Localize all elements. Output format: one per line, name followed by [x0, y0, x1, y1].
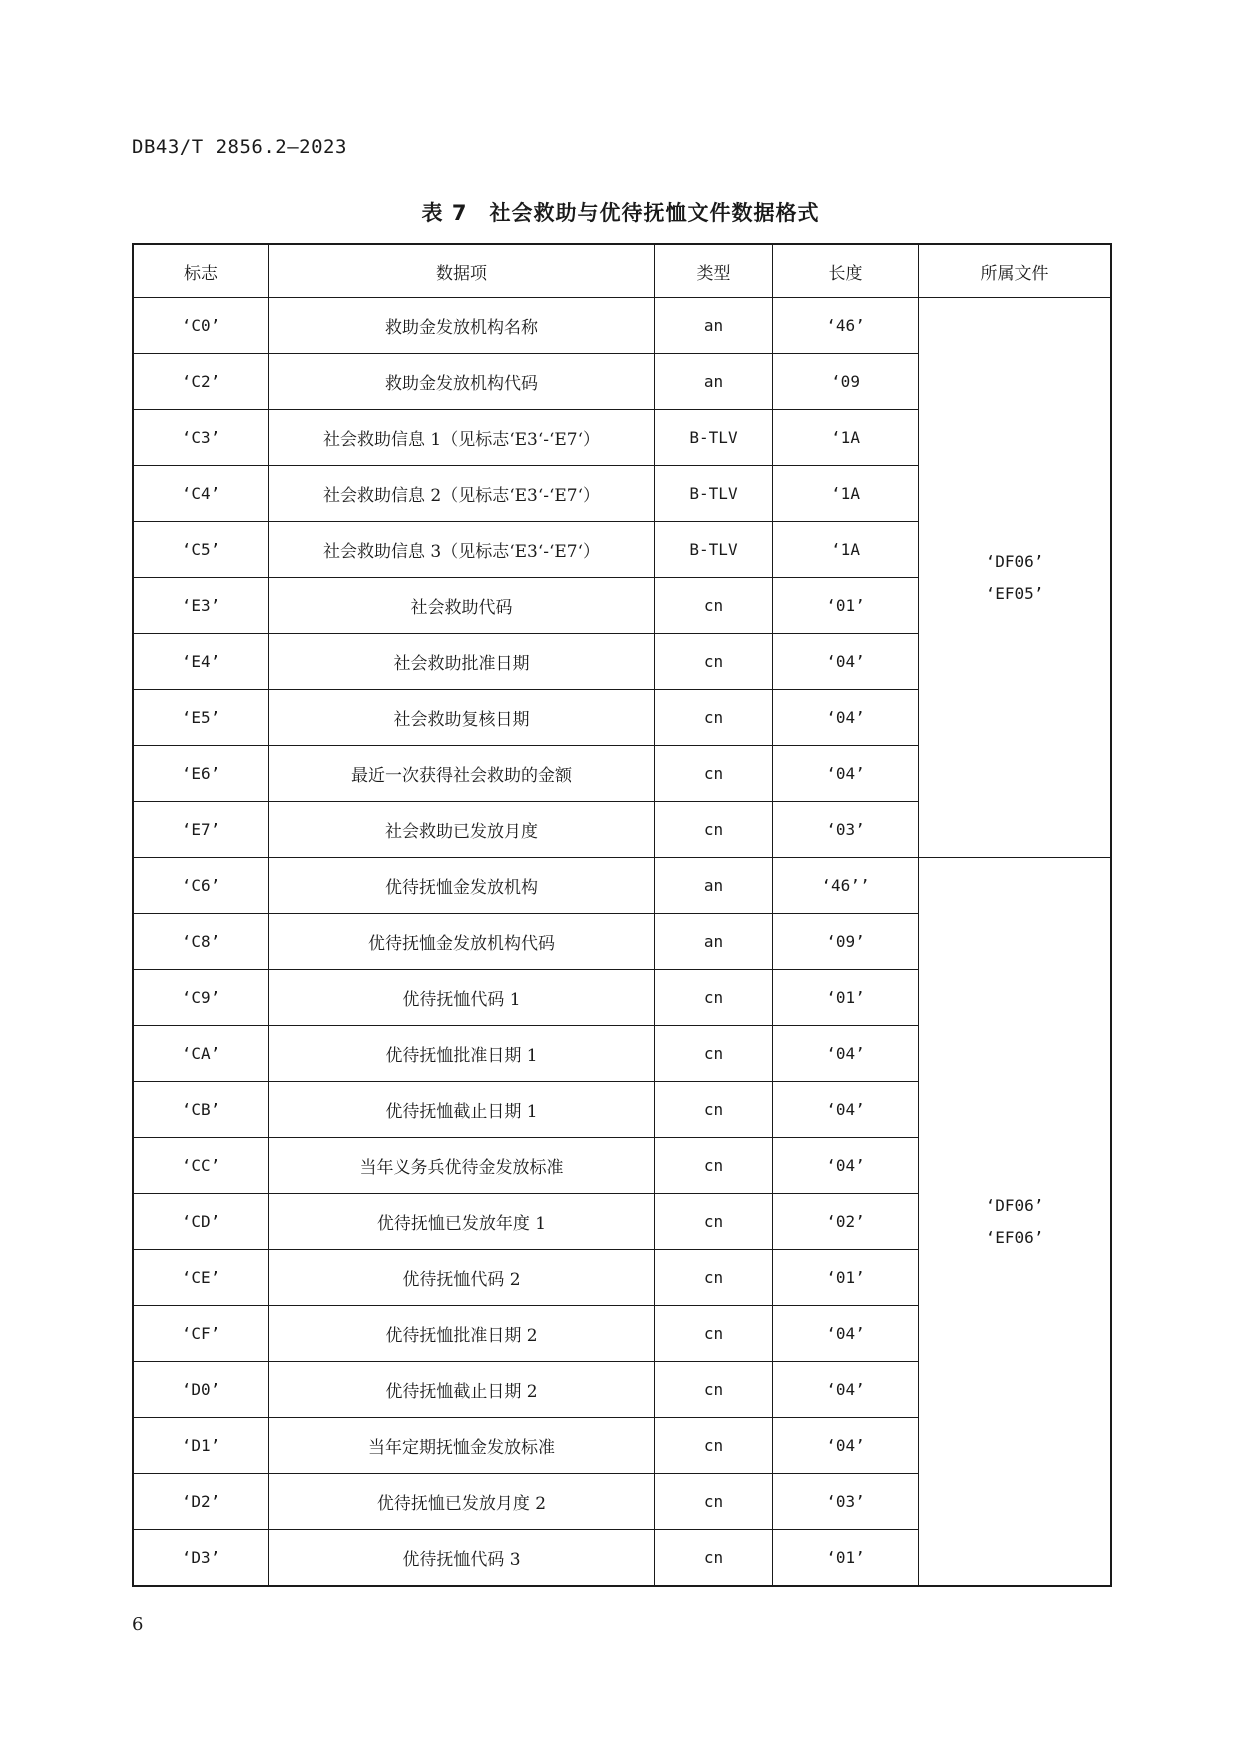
cell-type: an [655, 298, 773, 354]
cell-data-item: 当年义务兵优待金发放标准 [269, 1138, 655, 1194]
cell-length: ‘01’ [773, 578, 919, 634]
cell-length: ‘09’ [773, 914, 919, 970]
cell-type: cn [655, 746, 773, 802]
cell-data-item: 社会救助信息 3（见标志‘E3‘-‘E7‘） [269, 522, 655, 578]
column-header-length: 长度 [773, 244, 919, 298]
cell-flag: ‘CE’ [133, 1250, 269, 1306]
cell-flag: ‘D2’ [133, 1474, 269, 1530]
cell-flag: ‘C3’ [133, 410, 269, 466]
cell-data-item: 社会救助批准日期 [269, 634, 655, 690]
cell-data-item: 社会救助复核日期 [269, 690, 655, 746]
table-row [133, 298, 1111, 354]
cell-length: ‘04’ [773, 1362, 919, 1418]
column-header-file: 所属文件 [919, 244, 1112, 298]
table-title [0, 197, 1241, 227]
cell-flag: ‘E7’ [133, 802, 269, 858]
cell-data-item: 社会救助信息 1（见标志‘E3‘-‘E7‘） [269, 410, 655, 466]
cell-length: ‘46’ [773, 298, 919, 354]
cell-length: ‘09 [773, 354, 919, 410]
cell-flag: ‘C0’ [133, 298, 269, 354]
document-code: DB43/T 2856.2—2023 [132, 136, 347, 158]
table-number: 表 7 [421, 201, 468, 225]
cell-flag: ‘D1’ [133, 1418, 269, 1474]
cell-data-item: 优待抚恤批准日期 2 [269, 1306, 655, 1362]
cell-flag: ‘CC’ [133, 1138, 269, 1194]
cell-flag: ‘D0’ [133, 1362, 269, 1418]
table-row [133, 858, 1111, 914]
cell-type: an [655, 914, 773, 970]
table-body [133, 298, 1111, 1587]
cell-length: ‘1A [773, 466, 919, 522]
cell-length: ‘04’ [773, 746, 919, 802]
cell-data-item: 优待抚恤代码 2 [269, 1250, 655, 1306]
cell-type: cn [655, 1082, 773, 1138]
cell-data-item: 社会救助已发放月度 [269, 802, 655, 858]
cell-data-item: 救助金发放机构名称 [269, 298, 655, 354]
cell-type: cn [655, 690, 773, 746]
cell-type: B-TLV [655, 522, 773, 578]
cell-data-item: 优待抚恤代码 3 [269, 1530, 655, 1587]
cell-type: an [655, 858, 773, 914]
cell-type: cn [655, 1418, 773, 1474]
cell-data-item: 最近一次获得社会救助的金额 [269, 746, 655, 802]
cell-data-item: 优待抚恤金发放机构代码 [269, 914, 655, 970]
cell-type: cn [655, 1530, 773, 1587]
cell-type: cn [655, 1138, 773, 1194]
cell-flag: ‘C2’ [133, 354, 269, 410]
file-id: ‘DF06’ [985, 1195, 1044, 1215]
cell-type: B-TLV [655, 410, 773, 466]
cell-data-item: 优待抚恤代码 1 [269, 970, 655, 1026]
cell-type: cn [655, 578, 773, 634]
cell-type: cn [655, 1362, 773, 1418]
cell-length: ‘04’ [773, 1082, 919, 1138]
table-title-text: 社会救助与优待抚恤文件数据格式 [489, 201, 820, 225]
column-header-item: 数据项 [269, 244, 655, 298]
cell-type: cn [655, 634, 773, 690]
cell-flag: ‘CB’ [133, 1082, 269, 1138]
cell-flag: ‘C9’ [133, 970, 269, 1026]
file-id: ‘EF06’ [985, 1227, 1044, 1247]
cell-data-item: 救助金发放机构代码 [269, 354, 655, 410]
cell-owning-file [919, 298, 1112, 858]
cell-data-item: 社会救助信息 2（见标志‘E3‘-‘E7‘） [269, 466, 655, 522]
cell-flag: ‘C6’ [133, 858, 269, 914]
cell-type: cn [655, 1250, 773, 1306]
cell-flag: ‘E4’ [133, 634, 269, 690]
cell-type: cn [655, 1306, 773, 1362]
cell-data-item: 优待抚恤截止日期 2 [269, 1362, 655, 1418]
cell-type: an [655, 354, 773, 410]
column-header-flag: 标志 [133, 244, 269, 298]
cell-length: ‘04’ [773, 1306, 919, 1362]
cell-type: cn [655, 1474, 773, 1530]
cell-flag: ‘E3’ [133, 578, 269, 634]
cell-length: ‘1A [773, 522, 919, 578]
cell-length: ‘04’ [773, 634, 919, 690]
cell-data-item: 社会救助代码 [269, 578, 655, 634]
cell-length: ‘04’ [773, 690, 919, 746]
cell-flag: ‘C4’ [133, 466, 269, 522]
table-header-row [133, 244, 1111, 298]
file-id: ‘DF06’ [985, 551, 1044, 571]
cell-flag: ‘E6’ [133, 746, 269, 802]
cell-data-item: 优待抚恤金发放机构 [269, 858, 655, 914]
cell-type: cn [655, 970, 773, 1026]
cell-data-item: 当年定期抚恤金发放标准 [269, 1418, 655, 1474]
cell-length: ‘01’ [773, 970, 919, 1026]
cell-type: cn [655, 1194, 773, 1250]
page-number: 6 [132, 1614, 144, 1635]
cell-flag: ‘CF’ [133, 1306, 269, 1362]
cell-length: ‘03’ [773, 1474, 919, 1530]
cell-flag: ‘CD’ [133, 1194, 269, 1250]
cell-length: ‘03’ [773, 802, 919, 858]
cell-length: ‘04’ [773, 1418, 919, 1474]
cell-length: ‘02’ [773, 1194, 919, 1250]
cell-owning-file [919, 858, 1112, 1587]
cell-length: ‘01’ [773, 1530, 919, 1587]
cell-data-item: 优待抚恤截止日期 1 [269, 1082, 655, 1138]
cell-flag: ‘C5’ [133, 522, 269, 578]
column-header-type: 类型 [655, 244, 773, 298]
cell-flag: ‘CA’ [133, 1026, 269, 1082]
cell-data-item: 优待抚恤批准日期 1 [269, 1026, 655, 1082]
cell-length: ‘01’ [773, 1250, 919, 1306]
cell-length: ‘04’ [773, 1026, 919, 1082]
cell-flag: ‘D3’ [133, 1530, 269, 1587]
cell-data-item: 优待抚恤已发放年度 1 [269, 1194, 655, 1250]
cell-type: cn [655, 802, 773, 858]
cell-type: B-TLV [655, 466, 773, 522]
cell-flag: ‘C8’ [133, 914, 269, 970]
cell-type: cn [655, 1026, 773, 1082]
cell-flag: ‘E5’ [133, 690, 269, 746]
file-id: ‘EF05’ [985, 583, 1044, 603]
cell-length: ‘1A [773, 410, 919, 466]
cell-length: ‘46’’ [773, 858, 919, 914]
data-format-table [132, 243, 1112, 1587]
cell-data-item: 优待抚恤已发放月度 2 [269, 1474, 655, 1530]
cell-length: ‘04’ [773, 1138, 919, 1194]
